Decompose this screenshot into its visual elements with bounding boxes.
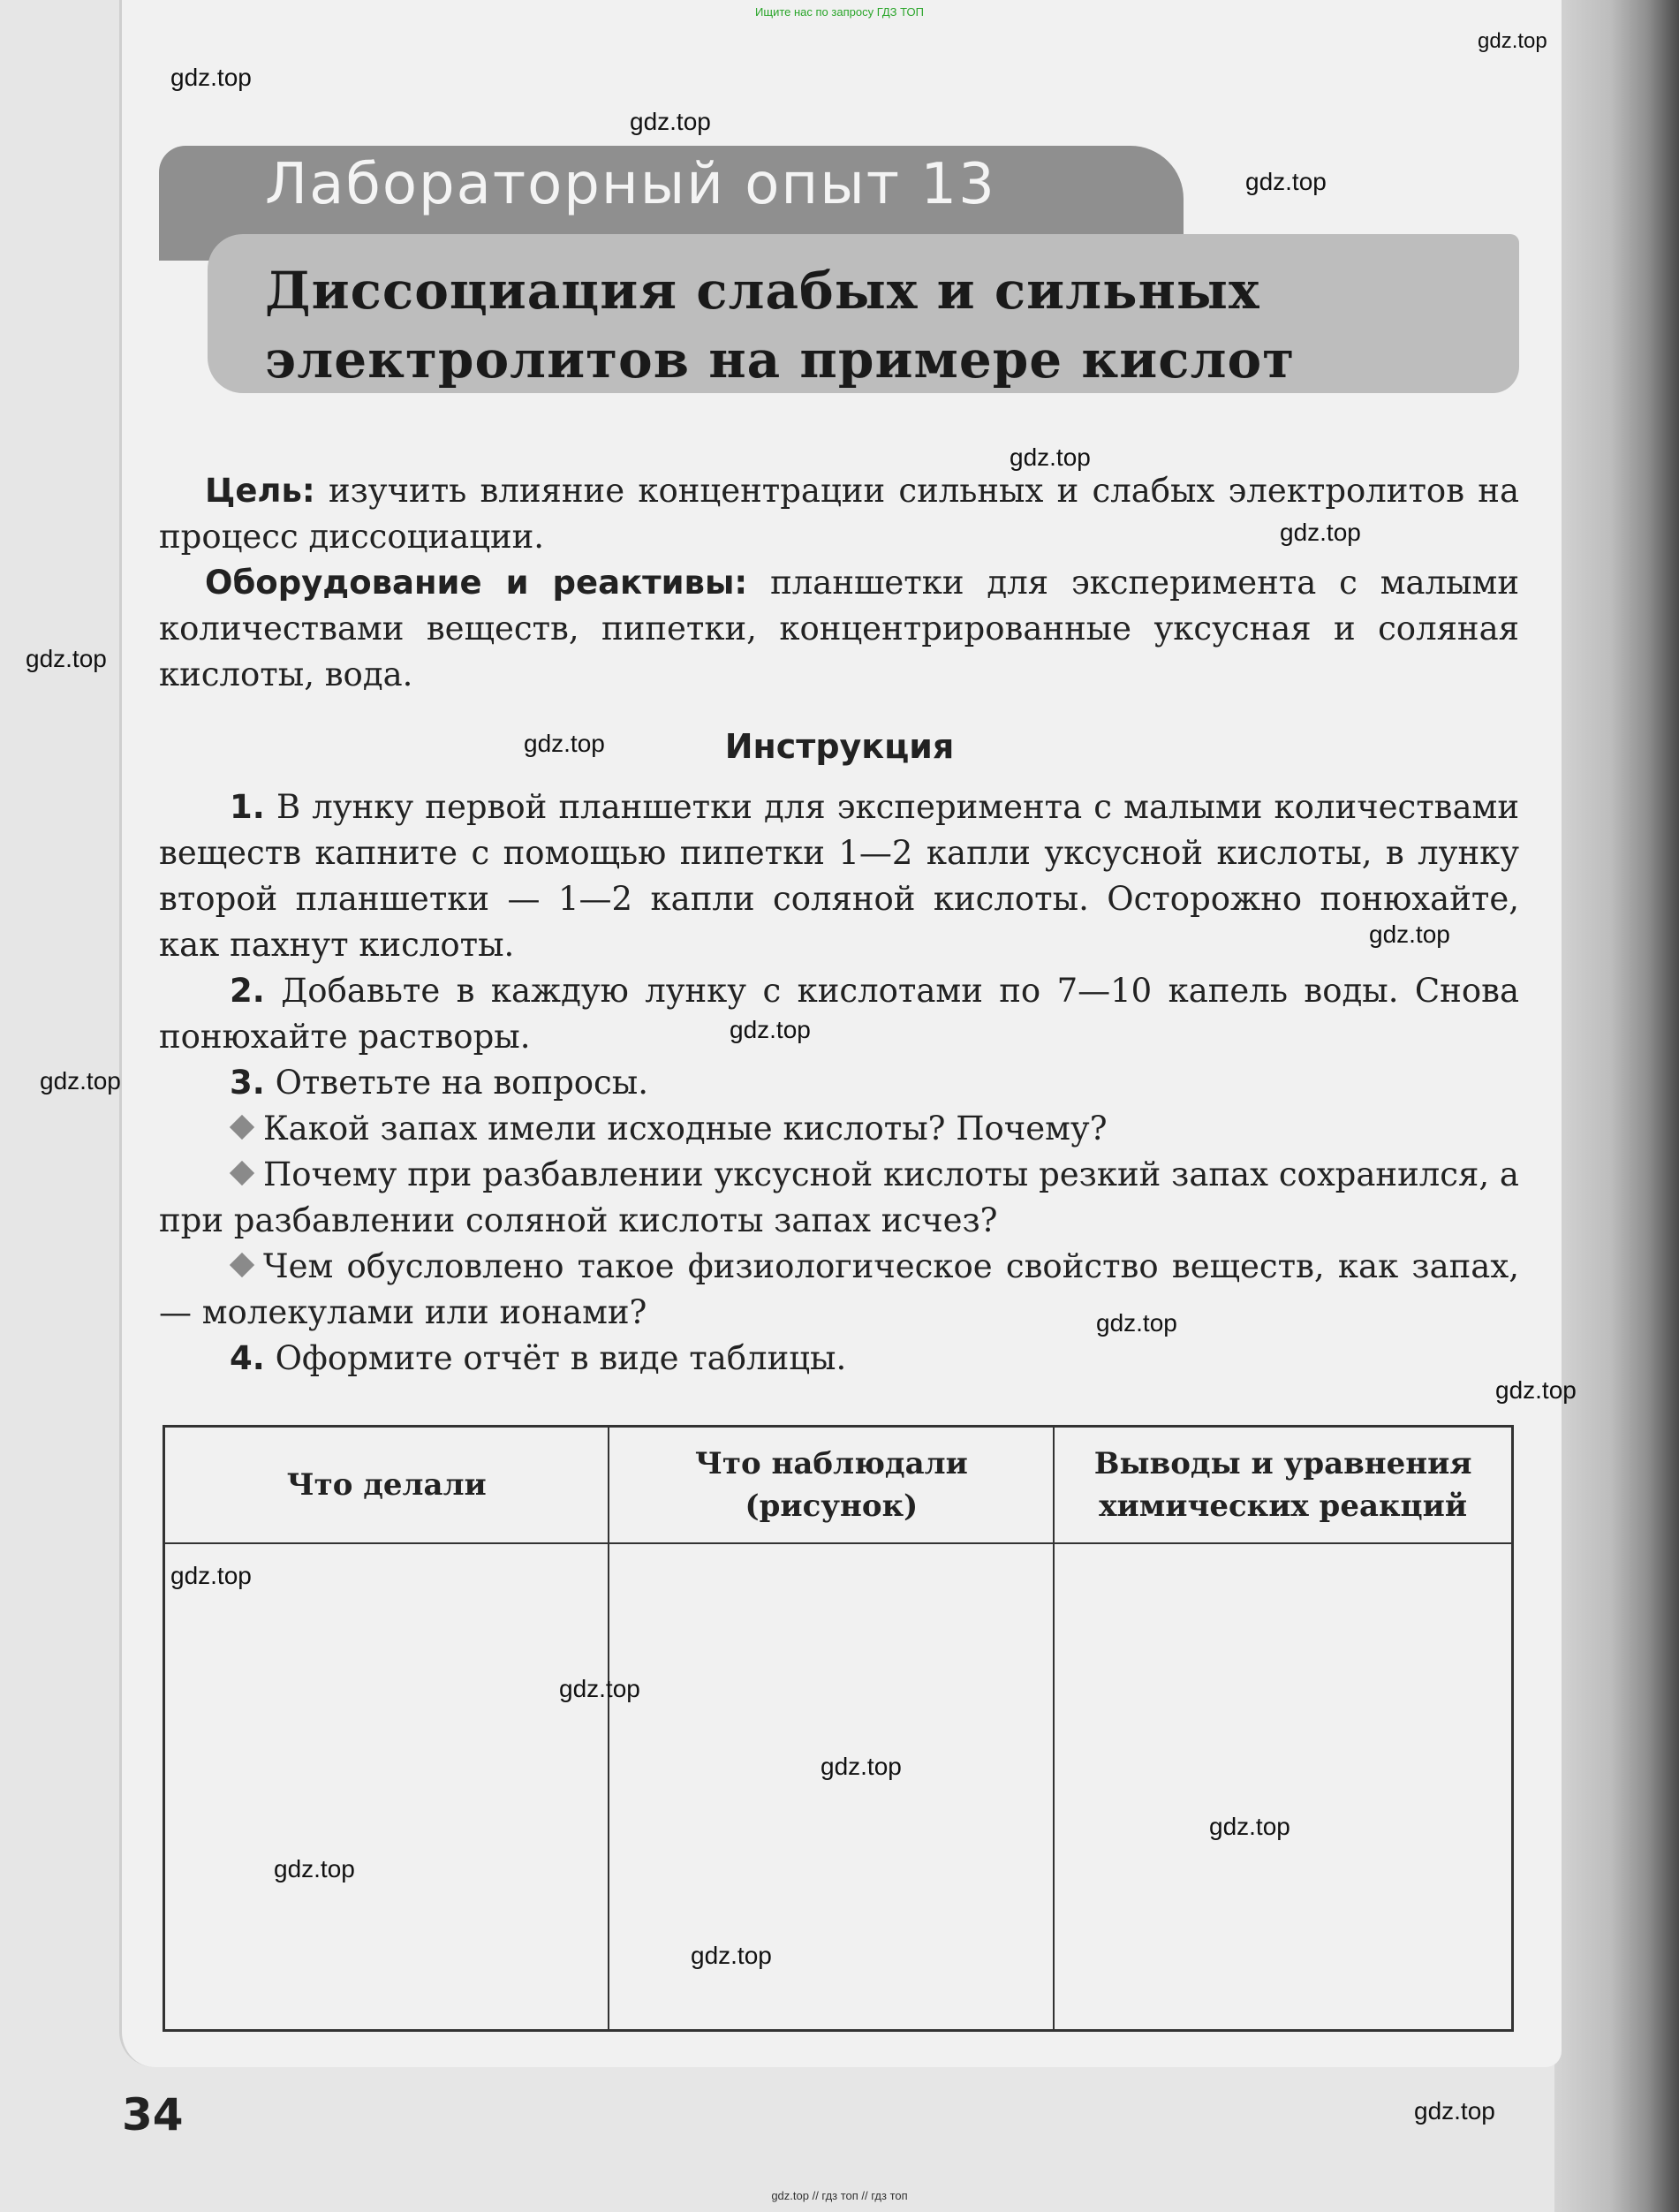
watermark: gdz.top	[1096, 1309, 1177, 1337]
table-header-cell: Что делали	[164, 1427, 609, 1544]
question-text: Какой запах имели исходные кислоты? Почему?	[263, 1110, 1108, 1148]
goal-text: изучить влияние концентрации сильных и слабых электролитов на процесс диссоциации.	[159, 472, 1519, 556]
lab-title: Лабораторный опыт 13	[265, 152, 996, 217]
diamond-bullet-icon	[230, 1161, 254, 1186]
step-text: В лунку первой планшетки для эксперимента с малыми количествами веществ капните с помощью пипетки 1—2 капли уксусной кислоты, в лунку второй планшетки — 1—2 капли соляной кислоты. Осторожно понюхайте, как пахнут кислоты.	[159, 788, 1519, 964]
question-1	[159, 1106, 1519, 1152]
watermark: gdz.top	[1010, 443, 1091, 471]
watermark: gdz.top	[691, 1942, 772, 1969]
equipment-text: планшетки для эксперимента с малыми количествами веществ, пипетки, концентрированные уксусная и соляная кислоты, вода.	[159, 564, 1519, 693]
watermark: gdz.top	[170, 64, 252, 91]
step-number: 4.	[230, 1339, 265, 1377]
watermark: gdz.top	[1369, 920, 1450, 948]
question-2	[159, 1152, 1519, 1244]
step-number: 2.	[230, 972, 265, 1010]
watermark: gdz.top	[1209, 1813, 1290, 1840]
report-table	[163, 1425, 1514, 2032]
watermark: gdz.top	[40, 1067, 121, 1095]
table-header-cell: Что наблюдали (рисунок)	[609, 1427, 1054, 1544]
question-text: Чем обусловлено такое физиологическое свойство веществ, как запах, — молекулами или ионами?	[159, 1247, 1519, 1331]
main-title-line2: электролитов на примере кислот	[265, 330, 1296, 390]
diamond-bullet-icon	[230, 1253, 254, 1277]
table-cell-empty[interactable]	[1054, 1543, 1512, 2031]
footer-link[interactable]: gdz.top // гдз топ // гдз топ	[771, 2189, 908, 2202]
goal-label: Цель:	[205, 472, 315, 510]
equipment-label: Оборудование и реактивы:	[205, 564, 748, 602]
page-number: 34	[122, 2089, 184, 2140]
main-title	[265, 256, 1413, 394]
step-number: 3.	[230, 1064, 265, 1102]
step-text: Добавьте в каждую лунку с кислотами по 7—10 капель воды. Снова понюхайте растворы.	[159, 972, 1520, 1056]
step-4	[159, 1336, 1519, 1382]
page-edge-shadow	[1554, 0, 1679, 2212]
step-2	[159, 968, 1519, 1060]
table-header-cell: Выводы и уравнения химических реакций	[1054, 1427, 1512, 1544]
watermark: gdz.top	[170, 1562, 252, 1589]
table-cell-empty[interactable]	[164, 1543, 609, 2031]
watermark: gdz.top	[1478, 29, 1547, 53]
step-3	[159, 1060, 1519, 1106]
step-text: Ответьте на вопросы.	[275, 1064, 648, 1102]
watermark: gdz.top	[1495, 1376, 1577, 1404]
watermark: gdz.top	[274, 1855, 355, 1882]
watermark: gdz.top	[1245, 168, 1327, 195]
watermark: gdz.top	[559, 1675, 640, 1702]
watermark: gdz.top	[821, 1753, 902, 1780]
watermark: gdz.top	[1280, 519, 1361, 546]
step-text: Оформите отчёт в виде таблицы.	[275, 1339, 847, 1377]
watermark: gdz.top	[730, 1016, 811, 1043]
header-link[interactable]: Ищите нас по запросу ГДЗ ТОП	[755, 5, 924, 19]
watermark: gdz.top	[26, 645, 107, 672]
watermark: gdz.top	[630, 108, 711, 135]
question-text: Почему при разбавлении уксусной кислоты резкий запах сохранился, а при разбавлении соляной кислоты запах исчез?	[159, 1155, 1519, 1239]
instruction-heading: Инструкция	[724, 727, 955, 766]
watermark: gdz.top	[524, 730, 605, 757]
equipment-paragraph	[159, 560, 1519, 698]
question-3	[159, 1244, 1519, 1336]
main-title-line1: Диссоциация слабых и сильных	[265, 261, 1260, 321]
diamond-bullet-icon	[230, 1115, 254, 1140]
table-header-row	[164, 1427, 1513, 1544]
table-cell-empty[interactable]	[609, 1543, 1054, 2031]
table-row	[164, 1543, 1513, 2031]
step-number: 1.	[230, 788, 265, 826]
watermark: gdz.top	[1414, 2097, 1495, 2125]
step-1	[159, 784, 1519, 968]
